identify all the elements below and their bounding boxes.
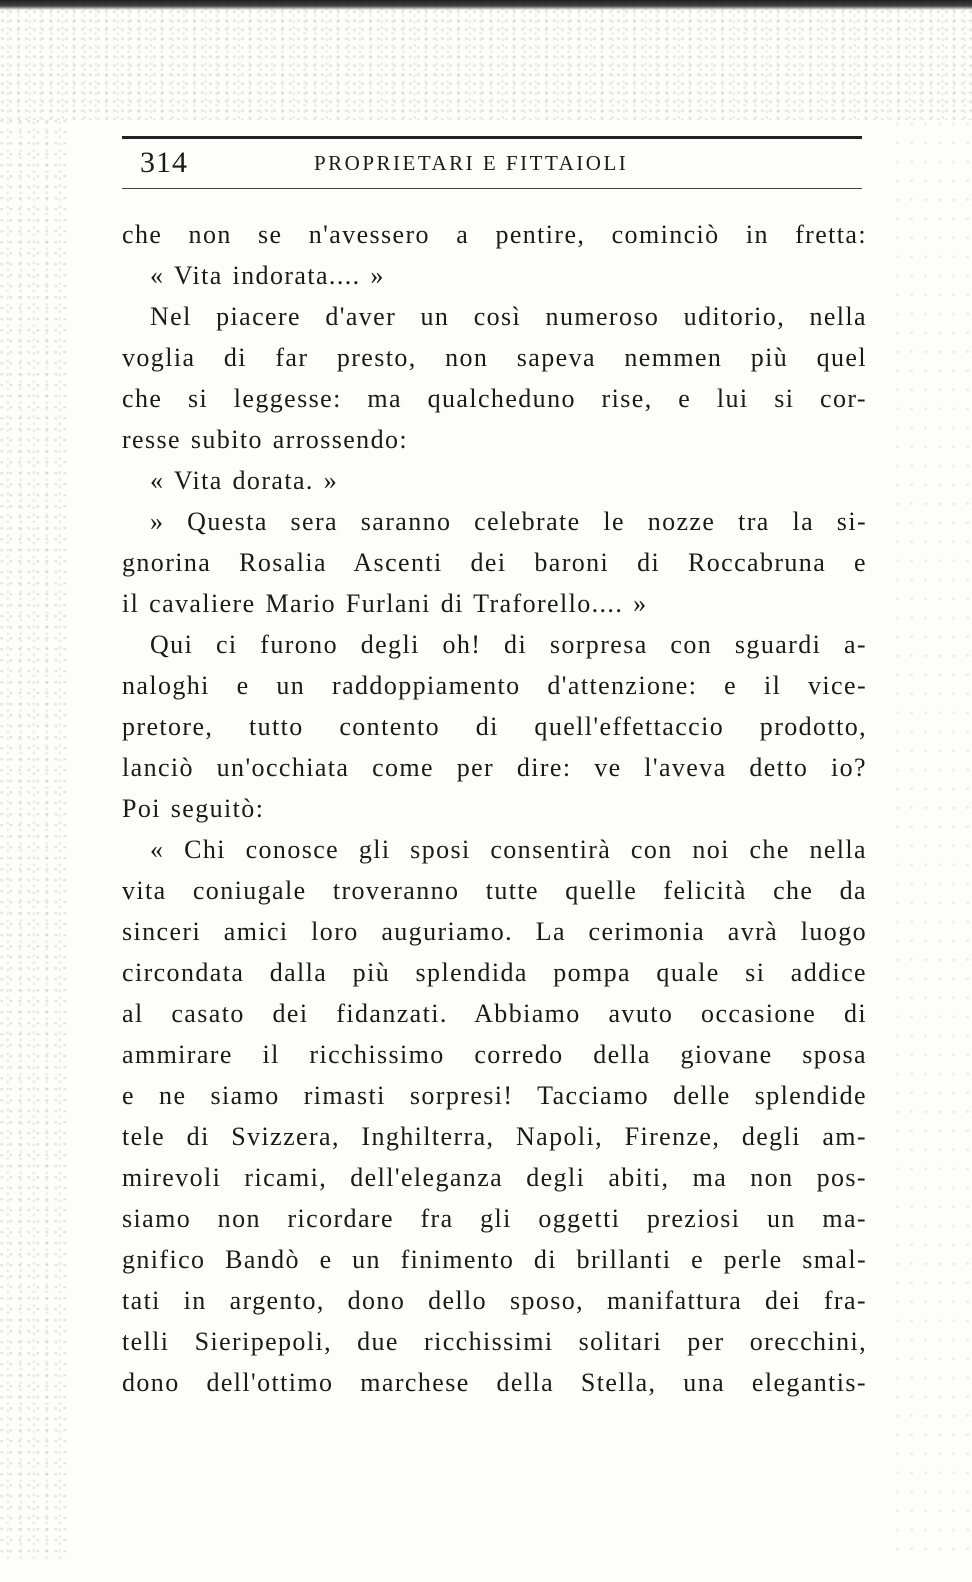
text-line: al casato dei fidanzati. Abbiamo avuto occasione di: [122, 999, 867, 1028]
text-line: naloghi e un raddoppiamento d'attenzione: e il vice-: [122, 671, 867, 700]
text-line: e ne siamo rimasti sorpresi! Tacciamo delle splendide: [122, 1081, 867, 1110]
scan-noise-right: [892, 120, 972, 1560]
header-rule-top: [122, 136, 862, 139]
text-line: che non se n'avessero a pentire, cominciò in fretta:: [122, 220, 867, 249]
header-rule-bottom: [122, 188, 862, 189]
scan-noise-left: [0, 120, 70, 1560]
text-line: il cavaliere Mario Furlani di Traforello.... »: [122, 589, 648, 618]
text-line: che si leggesse: ma qualcheduno rise, e lui si cor-: [122, 384, 867, 413]
text-line: dono dell'ottimo marchese della Stella, una elegantis-: [122, 1368, 867, 1397]
text-line: tati in argento, dono dello sposo, manifattura dei fra-: [122, 1286, 867, 1315]
body-text: [122, 214, 867, 1403]
text-line: Nel piacere d'aver un così numeroso uditorio, nella: [150, 302, 867, 331]
text-line: lanciò un'occhiata come per dire: ve l'aveva detto io?: [122, 753, 867, 782]
text-line: tele di Svizzera, Inghilterra, Napoli, Firenze, degli am-: [122, 1122, 867, 1151]
text-line: pretore, tutto contento di quell'effettaccio prodotto,: [122, 712, 867, 741]
running-head: PROPRIETARI E FITTAIOLI: [314, 151, 629, 175]
text-line: Qui ci furono degli oh! di sorpresa con sguardi a-: [150, 630, 867, 659]
text-line: « Chi conosce gli sposi consentirà con noi che nella: [150, 835, 867, 864]
text-line: sinceri amici loro auguriamo. La cerimonia avrà luogo: [122, 917, 867, 946]
text-line: gnorina Rosalia Ascenti dei baroni di Roccabruna e: [122, 548, 867, 577]
text-line: resse subito arrossendo:: [122, 425, 408, 454]
text-line: « Vita indorata.... »: [150, 261, 385, 290]
scan-noise-top: [0, 0, 972, 120]
page-number: 314: [140, 146, 188, 179]
text-line: ammirare il ricchissimo corredo della giovane sposa: [122, 1040, 867, 1069]
text-line: « Vita dorata. »: [150, 466, 339, 495]
text-line: Poi seguitò:: [122, 794, 265, 823]
text-line: mirevoli ricami, dell'eleganza degli abiti, ma non pos-: [122, 1163, 867, 1192]
text-line: vita coniugale troveranno tutte quelle felicità che da: [122, 876, 867, 905]
text-line: gnifico Bandò e un finimento di brillanti e perle smal-: [122, 1245, 867, 1274]
text-line: telli Sieripepoli, due ricchissimi solitari per orecchini,: [122, 1327, 867, 1356]
text-line: » Questa sera saranno celebrate le nozze tra la si-: [150, 507, 867, 536]
text-line: siamo non ricordare fra gli oggetti preziosi un ma-: [122, 1204, 867, 1233]
text-line: voglia di far presto, non sapeva nemmen più quel: [122, 343, 867, 372]
text-line: circondata dalla più splendida pompa quale si addice: [122, 958, 867, 987]
